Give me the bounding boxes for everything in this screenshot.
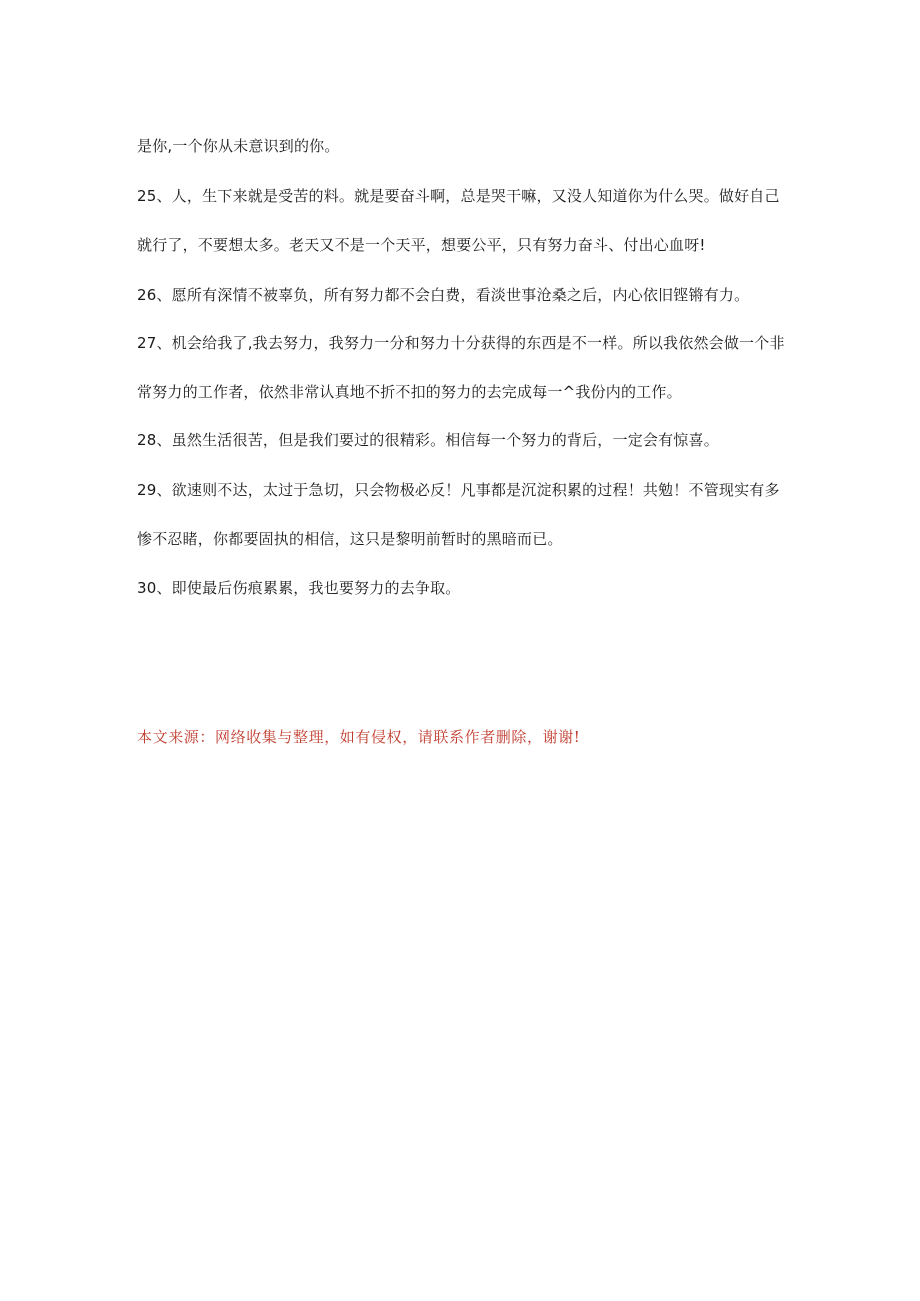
- text-line: 28、虽然生活很苦，但是我们要过的很精彩。相信每一个努力的背后，一定会有惊喜。: [137, 431, 719, 449]
- source-note: 本文来源：网络收集与整理，如有侵权，请联系作者删除，谢谢!: [137, 728, 581, 746]
- text-line: 25、人，生下来就是受苦的料。就是要奋斗啊，总是哭干嘛，又没人知道你为什么哭。做好自己: [137, 187, 780, 205]
- text-line: 27、机会给我了,我去努力，我努力一分和努力十分获得的东西是不一样。所以我依然会做一个非: [137, 334, 785, 352]
- text-line: 26、愿所有深情不被辜负，所有努力都不会白费，看淡世事沧桑之后，内心依旧铿锵有力。: [137, 286, 750, 304]
- text-line: 是你,一个你从未意识到的你。: [137, 137, 340, 155]
- text-line: 30、即使最后伤痕累累，我也要努力的去争取。: [137, 579, 461, 597]
- text-line: 惨不忍睹，你都要固执的相信，这只是黎明前暂时的黑暗而已。: [137, 530, 563, 548]
- text-line: 29、欲速则不达，太过于急切，只会物极必反！凡事都是沉淀积累的过程！共勉！不管现实有多: [137, 481, 780, 499]
- text-line: 就行了，不要想太多。老天又不是一个天平，想要公平，只有努力奋斗、付出心血呀!: [137, 236, 706, 254]
- text-line: 常努力的工作者，依然非常认真地不折不扣的努力的去完成每一^我份内的工作。: [137, 383, 682, 401]
